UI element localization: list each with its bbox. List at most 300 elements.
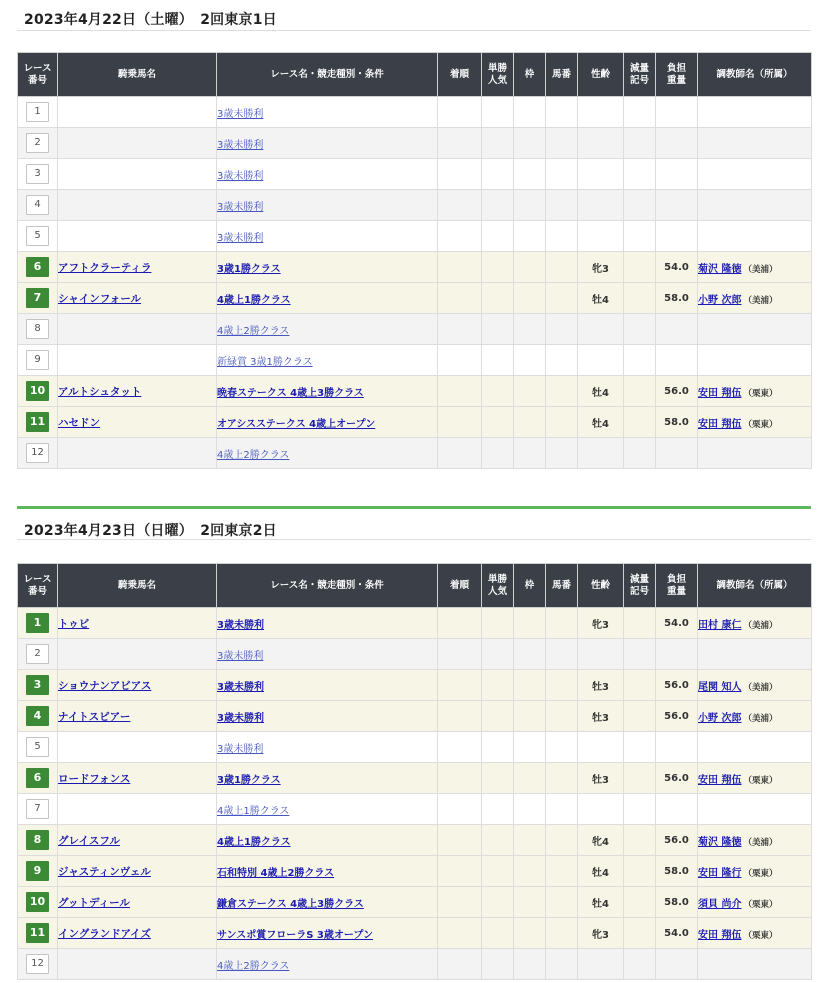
- race-cell: [217, 670, 438, 701]
- frame-cell: [514, 639, 546, 670]
- race-number-badge[interactable]: 2: [26, 644, 49, 664]
- trainer-cell: [698, 159, 812, 190]
- trainer-name-link[interactable]: 田村 康仁: [698, 619, 742, 631]
- popularity-cell: [482, 794, 514, 825]
- race-name-link[interactable]: 4歳上2勝クラス: [217, 449, 290, 461]
- race-number-badge[interactable]: 11: [26, 412, 49, 432]
- horse-number-cell: [546, 701, 578, 732]
- carried-weight-cell: 54.0: [656, 252, 698, 283]
- frame-cell: [514, 763, 546, 794]
- weight-reduction-cell: [624, 608, 656, 639]
- trainer-stable: （美浦）: [743, 837, 778, 848]
- race-number-badge[interactable]: 8: [26, 830, 49, 850]
- table-row: [18, 283, 812, 314]
- race-name-link[interactable]: 晩春ステークス 4歳上3勝クラス: [217, 387, 364, 399]
- horse-number-cell: [546, 128, 578, 159]
- race-number-badge[interactable]: 12: [26, 954, 49, 974]
- table-row: [18, 97, 812, 128]
- horse-number-cell: [546, 949, 578, 980]
- sex-age-cell: 牡4: [578, 376, 624, 407]
- frame-cell: [514, 407, 546, 438]
- frame-cell: [514, 283, 546, 314]
- horse-cell: [58, 97, 217, 128]
- title-divider: [17, 30, 811, 31]
- sex-age-cell: [578, 159, 624, 190]
- finish-position-cell: [438, 825, 482, 856]
- finish-position-cell: [438, 608, 482, 639]
- table-row: [18, 407, 812, 438]
- race-cell: [217, 949, 438, 980]
- race-cell: [217, 608, 438, 639]
- horse-cell: [58, 825, 217, 856]
- column-header: 着順: [438, 564, 482, 608]
- trainer-cell: [698, 128, 812, 159]
- race-name-link[interactable]: 3歳未勝利: [217, 650, 264, 662]
- race-number-badge[interactable]: 4: [26, 195, 49, 215]
- sex-age-cell: 牡3: [578, 701, 624, 732]
- trainer-name-link[interactable]: 須貝 尚介: [698, 898, 742, 910]
- sex-age-cell: [578, 639, 624, 670]
- trainer-name-link[interactable]: 菊沢 隆徳: [698, 263, 742, 275]
- race-cell: [217, 190, 438, 221]
- table-row: [18, 732, 812, 763]
- trainer-cell: [698, 856, 812, 887]
- trainer-name-link[interactable]: 菊沢 隆徳: [698, 836, 742, 848]
- weight-reduction-cell: [624, 345, 656, 376]
- trainer-cell: [698, 283, 812, 314]
- horse-number-cell: [546, 221, 578, 252]
- horse-number-cell: [546, 438, 578, 469]
- frame-cell: [514, 97, 546, 128]
- race-cell: [217, 794, 438, 825]
- sex-age-cell: [578, 438, 624, 469]
- race-name-link[interactable]: 4歳上1勝クラス: [217, 836, 291, 848]
- sex-age-cell: [578, 345, 624, 376]
- popularity-cell: [482, 608, 514, 639]
- column-header: 枠: [514, 564, 546, 608]
- race-number-badge[interactable]: 7: [26, 288, 49, 308]
- finish-position-cell: [438, 190, 482, 221]
- finish-position-cell: [438, 794, 482, 825]
- finish-position-cell: [438, 345, 482, 376]
- column-header: 負担 重量: [656, 53, 698, 97]
- race-table: [17, 52, 812, 469]
- column-header: レース名・競走種別・条件: [217, 564, 438, 608]
- horse-cell: [58, 407, 217, 438]
- finish-position-cell: [438, 856, 482, 887]
- trainer-stable: （栗東）: [743, 868, 778, 879]
- trainer-stable: （美浦）: [743, 620, 778, 631]
- trainer-cell: [698, 407, 812, 438]
- race-number-badge[interactable]: 1: [26, 102, 49, 122]
- carried-weight-cell: [656, 732, 698, 763]
- race-number-cell: [18, 128, 58, 159]
- weight-reduction-cell: [624, 97, 656, 128]
- popularity-cell: [482, 345, 514, 376]
- race-name-link[interactable]: 鎌倉ステークス 4歳上3勝クラス: [217, 898, 364, 910]
- column-header: 負担 重量: [656, 564, 698, 608]
- race-number-cell: [18, 345, 58, 376]
- race-number-badge[interactable]: 11: [26, 923, 49, 943]
- race-number-badge[interactable]: 9: [26, 350, 49, 370]
- horse-number-cell: [546, 639, 578, 670]
- horse-number-cell: [546, 407, 578, 438]
- race-name-link[interactable]: 3歳未勝利: [217, 619, 264, 631]
- sex-age-cell: [578, 190, 624, 221]
- finish-position-cell: [438, 314, 482, 345]
- horse-name-link[interactable]: ショウナンアビアス: [58, 679, 152, 692]
- carried-weight-cell: [656, 639, 698, 670]
- race-name-link[interactable]: 3歳未勝利: [217, 712, 264, 724]
- trainer-cell: [698, 345, 812, 376]
- race-number-badge[interactable]: 10: [26, 892, 49, 912]
- carried-weight-cell: 54.0: [656, 918, 698, 949]
- horse-cell: [58, 221, 217, 252]
- popularity-cell: [482, 887, 514, 918]
- race-number-cell: [18, 608, 58, 639]
- trainer-cell: [698, 97, 812, 128]
- trainer-name-link[interactable]: 小野 次郎: [698, 294, 742, 306]
- popularity-cell: [482, 407, 514, 438]
- race-number-badge[interactable]: 6: [26, 257, 49, 277]
- horse-name-link[interactable]: イングランドアイズ: [58, 927, 151, 940]
- popularity-cell: [482, 438, 514, 469]
- table-row: [18, 159, 812, 190]
- weight-reduction-cell: [624, 128, 656, 159]
- race-number-badge[interactable]: 5: [26, 737, 49, 757]
- frame-cell: [514, 252, 546, 283]
- race-number-cell: [18, 376, 58, 407]
- horse-number-cell: [546, 345, 578, 376]
- finish-position-cell: [438, 701, 482, 732]
- frame-cell: [514, 918, 546, 949]
- horse-cell: [58, 639, 217, 670]
- race-number-cell: [18, 887, 58, 918]
- race-cell: [217, 376, 438, 407]
- trainer-name-link[interactable]: 安田 翔伍: [698, 774, 742, 786]
- trainer-cell: [698, 918, 812, 949]
- trainer-stable: （美浦）: [743, 264, 778, 275]
- horse-cell: [58, 887, 217, 918]
- carried-weight-cell: 58.0: [656, 407, 698, 438]
- race-cell: [217, 438, 438, 469]
- weight-reduction-cell: [624, 887, 656, 918]
- frame-cell: [514, 825, 546, 856]
- race-cell: [217, 825, 438, 856]
- race-number-badge[interactable]: 2: [26, 133, 49, 153]
- horse-number-cell: [546, 283, 578, 314]
- carried-weight-cell: [656, 345, 698, 376]
- weight-reduction-cell: [624, 190, 656, 221]
- sex-age-cell: [578, 314, 624, 345]
- race-number-badge[interactable]: 3: [26, 675, 49, 695]
- race-number-cell: [18, 97, 58, 128]
- horse-name-link[interactable]: ロードフォンス: [58, 772, 131, 785]
- horse-number-cell: [546, 190, 578, 221]
- table-row: [18, 608, 812, 639]
- race-number-badge[interactable]: 4: [26, 706, 49, 726]
- column-header: 単勝 人気: [482, 564, 514, 608]
- trainer-stable: （美浦）: [743, 713, 778, 724]
- horse-number-cell: [546, 159, 578, 190]
- header-row: [18, 53, 812, 97]
- weight-reduction-cell: [624, 763, 656, 794]
- popularity-cell: [482, 283, 514, 314]
- column-header: 単勝 人気: [482, 53, 514, 97]
- carried-weight-cell: [656, 794, 698, 825]
- frame-cell: [514, 221, 546, 252]
- horse-number-cell: [546, 887, 578, 918]
- race-number-badge[interactable]: 3: [26, 164, 49, 184]
- carried-weight-cell: 58.0: [656, 856, 698, 887]
- race-name-link[interactable]: 石和特別 4歳上2勝クラス: [217, 867, 335, 879]
- finish-position-cell: [438, 252, 482, 283]
- carried-weight-cell: [656, 949, 698, 980]
- column-header: 着順: [438, 53, 482, 97]
- sex-age-cell: 牡4: [578, 407, 624, 438]
- race-cell: [217, 159, 438, 190]
- race-name-link[interactable]: 3歳未勝利: [217, 108, 264, 120]
- trainer-cell: [698, 825, 812, 856]
- column-header: レース名・競走種別・条件: [217, 53, 438, 97]
- finish-position-cell: [438, 438, 482, 469]
- sex-age-cell: 牝4: [578, 825, 624, 856]
- race-number-cell: [18, 283, 58, 314]
- carried-weight-cell: [656, 314, 698, 345]
- frame-cell: [514, 949, 546, 980]
- horse-cell: [58, 670, 217, 701]
- finish-position-cell: [438, 763, 482, 794]
- trainer-name-link[interactable]: 安田 隆行: [698, 867, 742, 879]
- trainer-cell: [698, 438, 812, 469]
- race-name-link[interactable]: 3歳未勝利: [217, 201, 264, 213]
- column-header: 馬番: [546, 53, 578, 97]
- column-header: 調教師名（所属）: [698, 53, 812, 97]
- sex-age-cell: 牝3: [578, 608, 624, 639]
- horse-name-link[interactable]: アルトシュタット: [58, 385, 142, 398]
- race-name-link[interactable]: 3歳未勝利: [217, 170, 264, 182]
- trainer-stable: （美浦）: [743, 295, 778, 306]
- race-number-badge[interactable]: 1: [26, 613, 49, 633]
- race-number-cell: [18, 190, 58, 221]
- horse-cell: [58, 856, 217, 887]
- race-number-badge[interactable]: 12: [26, 443, 49, 463]
- sex-age-cell: 牡4: [578, 856, 624, 887]
- popularity-cell: [482, 128, 514, 159]
- trainer-stable: （栗東）: [743, 775, 778, 786]
- race-name-link[interactable]: オアシスステークス 4歳上オープン: [217, 418, 376, 430]
- race-name-link[interactable]: 4歳上1勝クラス: [217, 294, 291, 306]
- carried-weight-cell: [656, 128, 698, 159]
- column-header: 枠: [514, 53, 546, 97]
- frame-cell: [514, 159, 546, 190]
- trainer-cell: [698, 701, 812, 732]
- race-name-link[interactable]: 4歳上1勝クラス: [217, 805, 290, 817]
- trainer-stable: （栗東）: [743, 930, 778, 941]
- weight-reduction-cell: [624, 701, 656, 732]
- weight-reduction-cell: [624, 283, 656, 314]
- trainer-cell: [698, 252, 812, 283]
- finish-position-cell: [438, 159, 482, 190]
- popularity-cell: [482, 732, 514, 763]
- carried-weight-cell: 56.0: [656, 701, 698, 732]
- popularity-cell: [482, 701, 514, 732]
- table-row: [18, 825, 812, 856]
- race-number-cell: [18, 221, 58, 252]
- horse-cell: [58, 732, 217, 763]
- weight-reduction-cell: [624, 159, 656, 190]
- column-header: 騎乗馬名: [58, 53, 217, 97]
- frame-cell: [514, 670, 546, 701]
- carried-weight-cell: [656, 190, 698, 221]
- race-number-cell: [18, 825, 58, 856]
- race-number-cell: [18, 794, 58, 825]
- weight-reduction-cell: [624, 794, 656, 825]
- sex-age-cell: 牝3: [578, 252, 624, 283]
- race-number-badge[interactable]: 9: [26, 861, 49, 881]
- horse-number-cell: [546, 670, 578, 701]
- horse-name-link[interactable]: アフトクラーティラ: [58, 261, 152, 274]
- race-cell: [217, 639, 438, 670]
- trainer-cell: [698, 221, 812, 252]
- frame-cell: [514, 190, 546, 221]
- sex-age-cell: 牡4: [578, 283, 624, 314]
- horse-name-link[interactable]: ナイトスピアー: [58, 710, 131, 723]
- horse-name-link[interactable]: シャインフォール: [58, 292, 142, 305]
- finish-position-cell: [438, 221, 482, 252]
- sex-age-cell: [578, 97, 624, 128]
- race-name-link[interactable]: 3歳1勝クラス: [217, 263, 281, 275]
- horse-cell: [58, 438, 217, 469]
- horse-cell: [58, 252, 217, 283]
- horse-number-cell: [546, 763, 578, 794]
- race-cell: [217, 701, 438, 732]
- horse-name-link[interactable]: グットディール: [58, 896, 130, 909]
- trainer-name-link[interactable]: 小野 次郎: [698, 712, 742, 724]
- race-number-badge[interactable]: 8: [26, 319, 49, 339]
- table-row: [18, 763, 812, 794]
- frame-cell: [514, 345, 546, 376]
- race-number-cell: [18, 732, 58, 763]
- race-name-link[interactable]: サンスポ賞フローラS 3歳オープン: [217, 929, 373, 941]
- horse-number-cell: [546, 97, 578, 128]
- trainer-cell: [698, 639, 812, 670]
- race-number-badge[interactable]: 7: [26, 799, 49, 819]
- horse-name-link[interactable]: ジャスティンヴェル: [58, 865, 151, 878]
- sex-age-cell: [578, 221, 624, 252]
- finish-position-cell: [438, 376, 482, 407]
- weight-reduction-cell: [624, 670, 656, 701]
- horse-cell: [58, 794, 217, 825]
- horse-cell: [58, 376, 217, 407]
- race-number-cell: [18, 252, 58, 283]
- horse-number-cell: [546, 608, 578, 639]
- trainer-stable: （栗東）: [743, 899, 778, 910]
- day-title: 2023年4月22日（土曜） 2回東京1日: [24, 12, 277, 28]
- popularity-cell: [482, 949, 514, 980]
- column-header: 馬番: [546, 564, 578, 608]
- popularity-cell: [482, 825, 514, 856]
- race-cell: [217, 221, 438, 252]
- horse-name-link[interactable]: ハセドン: [58, 416, 100, 429]
- horse-name-link[interactable]: グレイスフル: [58, 834, 120, 847]
- race-number-badge[interactable]: 6: [26, 768, 49, 788]
- horse-cell: [58, 918, 217, 949]
- sex-age-cell: [578, 949, 624, 980]
- frame-cell: [514, 314, 546, 345]
- weight-reduction-cell: [624, 314, 656, 345]
- race-cell: [217, 128, 438, 159]
- horse-name-link[interactable]: トゥビ: [58, 617, 90, 630]
- table-row: [18, 918, 812, 949]
- trainer-cell: [698, 314, 812, 345]
- finish-position-cell: [438, 407, 482, 438]
- trainer-cell: [698, 608, 812, 639]
- finish-position-cell: [438, 670, 482, 701]
- weight-reduction-cell: [624, 252, 656, 283]
- frame-cell: [514, 438, 546, 469]
- race-name-link[interactable]: 4歳上2勝クラス: [217, 325, 290, 337]
- trainer-name-link[interactable]: 安田 翔伍: [698, 929, 742, 941]
- race-number-cell: [18, 438, 58, 469]
- race-name-link[interactable]: 3歳未勝利: [217, 743, 264, 755]
- column-header: 性齢: [578, 53, 624, 97]
- popularity-cell: [482, 159, 514, 190]
- weight-reduction-cell: [624, 221, 656, 252]
- race-name-link[interactable]: 3歳未勝利: [217, 139, 264, 151]
- race-cell: [217, 763, 438, 794]
- sex-age-cell: [578, 794, 624, 825]
- table-header: [18, 53, 812, 97]
- horse-cell: [58, 763, 217, 794]
- race-name-link[interactable]: 3歳1勝クラス: [217, 774, 281, 786]
- race-number-cell: [18, 639, 58, 670]
- race-name-link[interactable]: 4歳上2勝クラス: [217, 960, 290, 972]
- race-table: [17, 563, 812, 980]
- table-row: [18, 856, 812, 887]
- race-number-badge[interactable]: 10: [26, 381, 49, 401]
- day-title: 2023年4月23日（日曜） 2回東京2日: [24, 523, 277, 539]
- frame-cell: [514, 856, 546, 887]
- horse-cell: [58, 701, 217, 732]
- trainer-name-link[interactable]: 尾関 知人: [698, 681, 742, 693]
- horse-number-cell: [546, 794, 578, 825]
- table-header: [18, 564, 812, 608]
- carried-weight-cell: [656, 438, 698, 469]
- weight-reduction-cell: [624, 639, 656, 670]
- frame-cell: [514, 376, 546, 407]
- race-number-cell: [18, 701, 58, 732]
- sex-age-cell: 牡4: [578, 887, 624, 918]
- race-name-link[interactable]: 3歳未勝利: [217, 681, 264, 693]
- race-number-badge[interactable]: 5: [26, 226, 49, 246]
- race-number-cell: [18, 314, 58, 345]
- trainer-name-link[interactable]: 安田 翔伍: [698, 387, 742, 399]
- table-row: [18, 670, 812, 701]
- table-row: [18, 887, 812, 918]
- popularity-cell: [482, 97, 514, 128]
- column-header: レース 番号: [18, 53, 58, 97]
- weight-reduction-cell: [624, 438, 656, 469]
- race-name-link[interactable]: 3歳未勝利: [217, 232, 264, 244]
- race-name-link[interactable]: 新緑賞 3歳1勝クラス: [217, 356, 313, 368]
- horse-cell: [58, 345, 217, 376]
- trainer-name-link[interactable]: 安田 翔伍: [698, 418, 742, 430]
- finish-position-cell: [438, 639, 482, 670]
- frame-cell: [514, 732, 546, 763]
- finish-position-cell: [438, 283, 482, 314]
- popularity-cell: [482, 670, 514, 701]
